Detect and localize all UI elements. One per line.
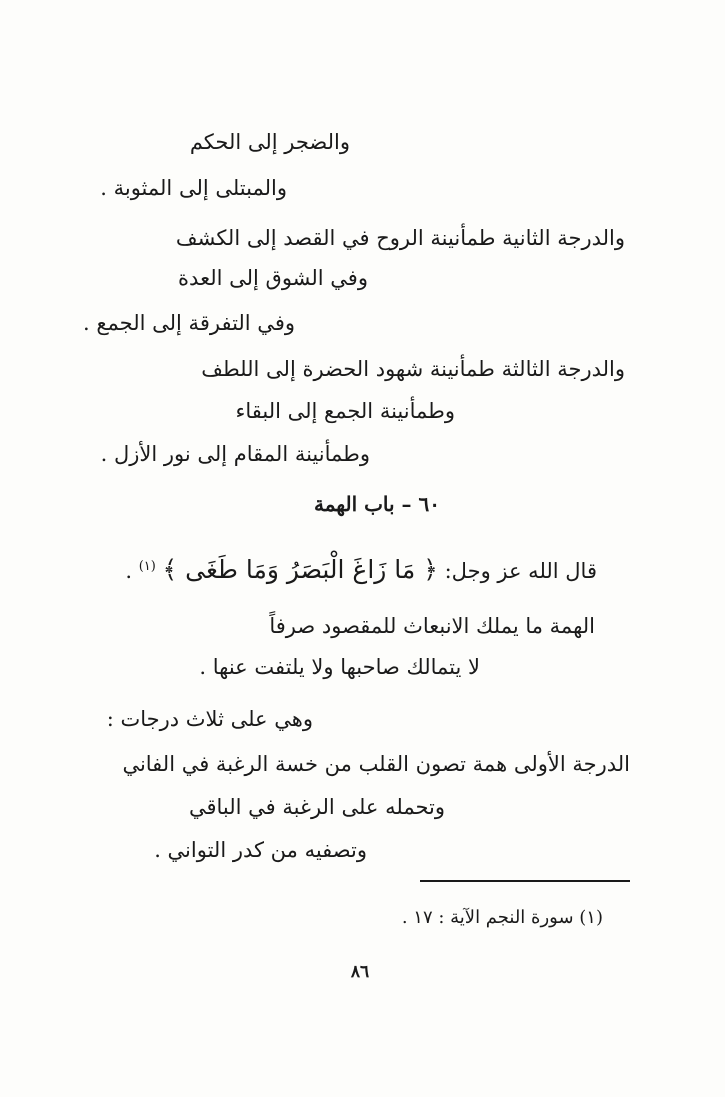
quote-verse: ﴿ مَا زَاغَ الْبَصَرُ وَمَا طَغَى ﴾	[162, 555, 438, 584]
text-line: وهي على ثلاث درجات :	[106, 707, 313, 731]
text-line: وفي التفرقة إلى الجمع .	[83, 311, 295, 335]
text-line: وفي الشوق إلى العدة	[178, 266, 368, 290]
footnote-reference: (١)	[138, 559, 156, 574]
text-line: والدرجة الثانية طمأنينة الروح في القصد إلى الكشف	[175, 226, 625, 250]
quote-intro: قال الله عز وجل:	[444, 559, 597, 583]
quote-end: .	[125, 559, 133, 583]
text-line: وطمأنينة المقام إلى نور الأزل .	[100, 442, 370, 466]
quran-quote	[125, 550, 597, 588]
text-line: وتصفيه من كدر التواني .	[154, 838, 367, 862]
text-line: وطمأنينة الجمع إلى البقاء	[235, 399, 455, 423]
text-line: لا يتمالك صاحبها ولا يلتفت عنها .	[199, 655, 480, 679]
footnote: (١) سورة النجم الآية : ١٧ .	[401, 907, 603, 928]
text-line: والدرجة الثالثة طمأنينة شهود الحضرة إلى اللطف	[201, 357, 625, 381]
text-line: والمبتلى إلى المثوبة .	[100, 176, 287, 200]
text-line: الدرجة الأولى همة تصون القلب من خسة الرغبة في الفاني	[122, 752, 630, 776]
page-number: ٨٦	[350, 962, 370, 982]
text-line: وتحمله على الرغبة في الباقي	[188, 795, 445, 819]
footnote-divider	[420, 880, 630, 882]
text-line: والضجر إلى الحكم	[189, 130, 350, 154]
text-line: الهمة ما يملك الانبعاث للمقصود صرفاً	[269, 614, 595, 638]
section-heading: ٦٠ – باب الهمة	[313, 492, 440, 516]
